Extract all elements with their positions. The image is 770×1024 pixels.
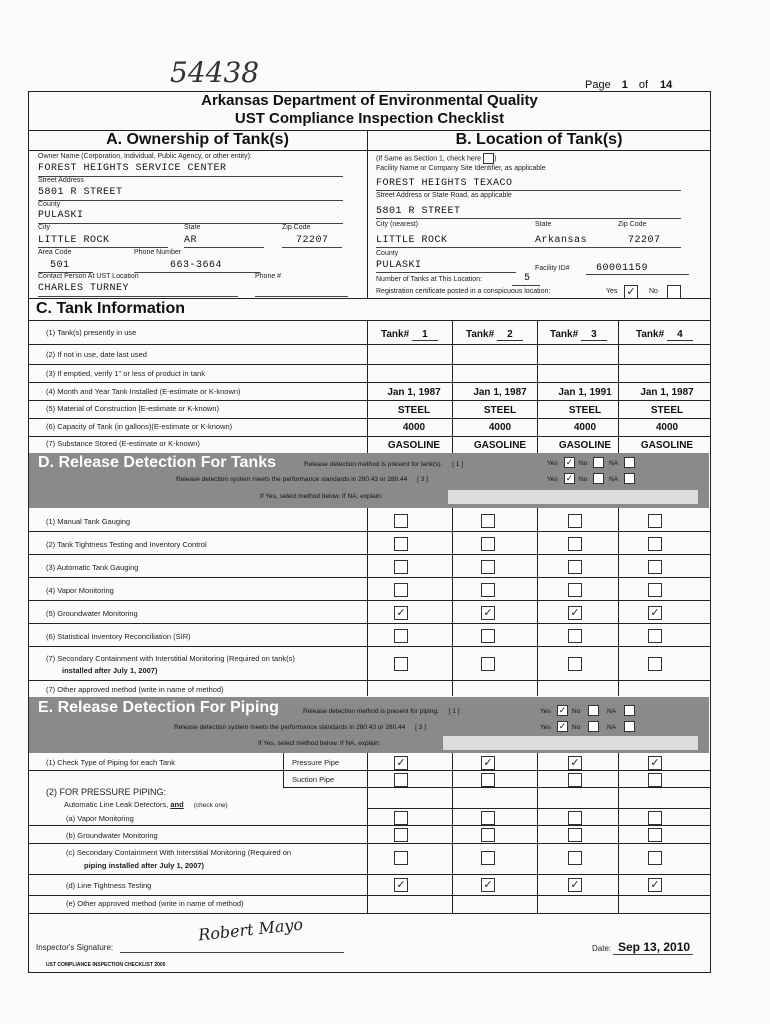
d-method-checkbox[interactable]	[648, 514, 662, 528]
date-value: Sep 13, 2010	[618, 940, 691, 954]
d-method-checkbox[interactable]	[394, 583, 408, 597]
underline	[376, 247, 681, 248]
divider	[367, 753, 368, 913]
tank-number: 2	[497, 329, 523, 341]
e-q1-label	[303, 708, 460, 715]
divider	[452, 320, 453, 454]
d-method-checkbox[interactable]	[481, 537, 495, 551]
e-q2-ref: [ 3 ]	[415, 724, 426, 731]
c-row-label: (3) If emptied, verify 1" or less of product in tank	[46, 369, 205, 378]
tank-installed: Jan 1, 1987	[640, 387, 694, 398]
divider	[28, 623, 710, 624]
d-q1-yes-label: Yes	[547, 460, 558, 467]
divider	[28, 895, 710, 896]
tank-word: Tank#	[381, 329, 410, 340]
d-method-checkbox[interactable]	[394, 537, 408, 551]
d-method-label: (7) Secondary Containment with Interstitial Monitoring (Required on tank(s)	[46, 654, 295, 663]
form-id: UST COMPLIANCE INSPECTION CHECKLIST 2005	[46, 962, 166, 968]
underline	[184, 247, 264, 248]
e-q1-no-checkbox[interactable]	[588, 705, 599, 716]
d-q1-no-checkbox[interactable]	[593, 457, 604, 468]
d-q1-no-label: No	[579, 460, 588, 467]
b-street-value: 5801 R STREET	[376, 206, 461, 217]
e-method-checkbox[interactable]: ✓	[648, 878, 662, 892]
a-state-value: AR	[184, 235, 198, 246]
b-zip-label: Zip Code	[618, 221, 647, 228]
tank-number: 1	[412, 329, 438, 341]
e-pressure-sub-text: Automatic Line Leak Detectors,	[64, 800, 169, 809]
e-suction-checkbox[interactable]	[394, 773, 408, 787]
divider	[28, 770, 710, 771]
tank-installed: Jan 1, 1987	[387, 387, 441, 398]
underline	[38, 296, 238, 297]
a-city-label: City	[38, 224, 51, 231]
a-zip-value: 72207	[296, 235, 329, 246]
d-method-checkbox[interactable]	[394, 657, 408, 671]
tank-word: Tank#	[466, 329, 495, 340]
e-pressure-checkbox[interactable]: ✓	[481, 756, 495, 770]
tank-substance: GASOLINE	[640, 440, 694, 451]
divider	[28, 600, 710, 601]
d-method-label: (1) Manual Tank Gauging	[46, 517, 131, 526]
d-q2-na-label: NA	[609, 476, 619, 483]
a-phone-value: 663-3664	[170, 260, 223, 271]
e-q2-label	[174, 724, 426, 731]
of-word: of	[638, 79, 649, 91]
b-facility-label: Facility Name or Company Site Identifier, as applicable	[376, 165, 546, 172]
divider	[452, 753, 453, 913]
b-county-label: County	[376, 250, 399, 257]
divider	[28, 874, 710, 875]
e-q2-no-label: No	[572, 724, 581, 731]
d-method-checkbox[interactable]	[568, 657, 582, 671]
e-pressure-label: Pressure Pipe	[292, 758, 340, 767]
a-county-label: County	[38, 201, 61, 208]
d-method-checkbox[interactable]	[648, 583, 662, 597]
d-method-checkbox[interactable]	[648, 629, 662, 643]
d-q2-no-label: No	[579, 476, 588, 483]
divider	[28, 843, 710, 844]
a-state-label: State	[184, 224, 201, 231]
d-method-checkbox[interactable]	[394, 560, 408, 574]
d-q1-yes-checkbox[interactable]: ✓	[565, 457, 574, 467]
d-method-checkbox[interactable]	[648, 537, 662, 551]
tank-material: STEEL	[483, 405, 517, 416]
underline	[376, 272, 516, 273]
divider	[28, 913, 710, 914]
divider	[537, 320, 538, 454]
b-zip-value: 72207	[628, 235, 661, 246]
divider	[283, 787, 710, 788]
divider	[537, 508, 538, 696]
tank-capacity: 4000	[573, 422, 597, 433]
d-q2-yes-label: Yes	[547, 476, 558, 483]
e-suction-checkbox[interactable]	[648, 773, 662, 787]
tank-word: Tank#	[550, 329, 579, 340]
d-method-checkbox[interactable]	[394, 629, 408, 643]
divider	[537, 753, 538, 913]
tank-word: Tank#	[636, 329, 665, 340]
divider	[452, 508, 453, 696]
a-phone-label: Phone Number	[134, 249, 182, 256]
underline	[134, 272, 260, 273]
e-q2-text: Release detection system meets the performance standards in 280.43 or 280.44	[174, 724, 406, 731]
title-line-1: Arkansas Department of Environmental Quality	[201, 92, 538, 109]
e-pressure-heading: (2) FOR PRESSURE PIPING:	[46, 787, 167, 797]
divider	[28, 320, 710, 321]
divider	[367, 130, 368, 298]
e-method-checkbox[interactable]	[481, 828, 495, 842]
e-method-label: (a) Vapor Monitoring	[66, 814, 134, 823]
c-row-label: (4) Month and Year Tank Installed (E-estimate or K-known)	[46, 387, 241, 396]
b-state-label: State	[535, 221, 552, 228]
e-pressure-sub	[64, 800, 228, 809]
e-q2-na-label: NA	[607, 724, 617, 731]
a-city-value: LITTLE ROCK	[38, 235, 110, 246]
section-a-title: A. Ownership of Tank(s)	[106, 131, 289, 148]
a-contact-label: Contact Person At UST Location	[38, 273, 139, 280]
d-method-checkbox[interactable]: ✓	[394, 606, 408, 620]
a-contact-value: CHARLES TURNEY	[38, 283, 130, 294]
b-facility-id-value: 60001159	[596, 263, 649, 274]
tank-header	[381, 329, 438, 341]
d-method-checkbox[interactable]	[481, 514, 495, 528]
d-other-label: (7) Other approved method (write in name of method)	[46, 685, 224, 694]
d-q2-no-checkbox[interactable]	[593, 473, 604, 484]
e-q2-na-checkbox[interactable]	[624, 721, 635, 732]
d-method-label: (3) Automatic Tank Gauging	[46, 563, 139, 572]
a-zip-label: Zip Code	[282, 224, 311, 231]
e-method-checkbox[interactable]	[481, 811, 495, 825]
b-county-value: PULASKI	[376, 260, 422, 271]
d-q2-ref: [ 3 ]	[417, 476, 428, 483]
b-reg-no-checkbox[interactable]	[667, 285, 681, 299]
e-q1-na-label: NA	[607, 708, 617, 715]
d-method-checkbox[interactable]	[481, 657, 495, 671]
d-method-label: (4) Vapor Monitoring	[46, 586, 114, 595]
e-and-word: and	[170, 800, 184, 809]
tank-substance: GASOLINE	[473, 440, 527, 451]
handwritten-number: 54438	[170, 56, 260, 89]
e-method-checkbox[interactable]	[481, 851, 495, 865]
tank-substance: GASOLINE	[558, 440, 612, 451]
e-q1-text: Release detection method is present for piping.	[303, 708, 439, 715]
d-method-checkbox[interactable]	[481, 560, 495, 574]
divider	[28, 531, 710, 532]
divider	[28, 436, 710, 437]
divider	[28, 150, 710, 151]
e-method-checkbox[interactable]	[568, 811, 582, 825]
divider	[28, 364, 710, 365]
e-q2-no-checkbox[interactable]	[588, 721, 599, 732]
c-row-label: (1) Tank(s) presently in use	[46, 328, 137, 337]
e-method-checkbox[interactable]	[394, 828, 408, 842]
d-explain-input[interactable]	[448, 490, 698, 504]
e-method-checkbox[interactable]	[394, 851, 408, 865]
title-line-2: UST Compliance Inspection Checklist	[234, 110, 505, 127]
e-method-checkbox[interactable]	[568, 828, 582, 842]
divider	[28, 344, 710, 345]
d-method-checkbox[interactable]	[568, 629, 582, 643]
b-facility-id-label: Facility ID#	[535, 265, 570, 272]
page-total: 14	[651, 79, 681, 92]
underline	[282, 247, 342, 248]
divider	[367, 320, 368, 454]
tank-header	[636, 329, 693, 341]
tank-number: 4	[667, 329, 693, 341]
a-area-label: Area Code	[38, 249, 72, 256]
a-area-value: 501	[50, 260, 70, 271]
tank-substance: GASOLINE	[387, 440, 441, 451]
e-suction-checkbox[interactable]	[568, 773, 582, 787]
owner-value: FOREST HEIGHTS SERVICE CENTER	[38, 163, 227, 174]
a-street-label: Street Address	[38, 177, 84, 184]
divider	[28, 382, 710, 383]
underline	[586, 274, 689, 275]
tank-header	[466, 329, 523, 341]
underline	[376, 218, 681, 219]
e-pressure-checkbox[interactable]: ✓	[394, 756, 408, 770]
tank-capacity: 4000	[655, 422, 679, 433]
a-county-value: PULASKI	[38, 210, 84, 221]
owner-label: Owner Name (Corporation, Individual, Public Agency, or other entity):	[38, 153, 252, 160]
section-b-title: B. Location of Tank(s)	[455, 131, 623, 148]
d-q2-na-checkbox[interactable]	[624, 473, 635, 484]
d-method-label: (2) Tank Tightness Testing and Inventory Control	[46, 540, 207, 549]
tank-material: STEEL	[568, 405, 602, 416]
divider	[28, 554, 710, 555]
e-method-checkbox[interactable]: ✓	[568, 878, 582, 892]
tank-capacity: 4000	[402, 422, 426, 433]
d-explain-label: If Yes, select method below. If NA, explain:	[260, 493, 383, 500]
c-row-label: (6) Capacity of Tank (in gallons)(E-estimate or K-known)	[46, 422, 233, 431]
b-reg-yes-checkbox[interactable]: ✓	[624, 285, 638, 299]
e-check-type-label: (1) Check Type of Piping for each Tank	[46, 758, 175, 767]
d-method-checkbox[interactable]	[481, 629, 495, 643]
d-q1-na-label: NA	[609, 460, 619, 467]
divider	[28, 646, 710, 647]
d-method-checkbox[interactable]	[568, 537, 582, 551]
divider	[28, 825, 710, 826]
sig-label: Inspector's Signature:	[36, 943, 114, 952]
d-method-checkbox[interactable]	[568, 583, 582, 597]
d-q2-yes-checkbox[interactable]: ✓	[565, 473, 574, 483]
divider	[28, 298, 710, 299]
e-q2-yes-label: Yes	[540, 724, 551, 731]
underline	[38, 247, 168, 248]
e-q2-yes-checkbox[interactable]: ✓	[558, 721, 567, 731]
divider	[28, 400, 710, 401]
e-suction-checkbox[interactable]	[481, 773, 495, 787]
underline	[38, 200, 343, 201]
e-q1-na-checkbox[interactable]	[624, 705, 635, 716]
e-explain-input[interactable]	[443, 736, 698, 750]
b-facility-value: FOREST HEIGHTS TEXACO	[376, 178, 513, 189]
d-q1-text: Release detection method is present for tank(s).	[304, 461, 443, 468]
d-method-label: (6) Statistical Inventory Reconciliation (SIR)	[46, 632, 191, 641]
tank-installed: Jan 1, 1987	[473, 387, 527, 398]
e-method-checkbox[interactable]	[648, 828, 662, 842]
e-method-label: (b) Groundwater Monitoring	[66, 831, 158, 840]
d-q1-label	[304, 461, 463, 468]
e-q1-yes-label: Yes	[540, 708, 551, 715]
underline	[376, 190, 681, 191]
section-c-title: C. Tank Information	[36, 300, 186, 317]
e-pressure-checkbox[interactable]: ✓	[648, 756, 662, 770]
divider	[28, 418, 710, 419]
d-method-checkbox[interactable]: ✓	[568, 606, 582, 620]
e-q1-no-label: No	[572, 708, 581, 715]
divider	[618, 508, 619, 696]
b-tanks-label: Number of Tanks at This Location:	[376, 276, 482, 283]
d-q1-na-checkbox[interactable]	[624, 457, 635, 468]
e-explain-label: If Yes, select method below. If NA, explain:	[258, 740, 381, 747]
divider	[28, 680, 710, 681]
b-reg-label: Registration certificate posted in a conspicuous location:	[376, 288, 551, 295]
date-line	[613, 954, 693, 955]
a-phone2-label: Phone #	[255, 273, 282, 280]
divider	[618, 753, 619, 913]
e-pressure-checkbox[interactable]: ✓	[568, 756, 582, 770]
d-method-checkbox[interactable]	[648, 657, 662, 671]
e-method-label: (d) Line Tightness Testing	[66, 881, 152, 890]
b-state-value: Arkansas	[535, 235, 588, 246]
signature-line	[120, 952, 344, 953]
tank-number: 3	[581, 329, 607, 341]
d-q2-label	[176, 476, 428, 483]
b-same-checkbox[interactable]	[483, 153, 494, 164]
page-number: 1	[614, 79, 636, 92]
d-method-checkbox[interactable]	[481, 583, 495, 597]
b-tanks-value: 5	[524, 273, 531, 284]
tank-material: STEEL	[650, 405, 684, 416]
tank-capacity: 4000	[488, 422, 512, 433]
b-reg-yes-label: Yes	[606, 288, 618, 295]
e-method-checkbox[interactable]	[568, 851, 582, 865]
d-method-checkbox[interactable]: ✓	[481, 606, 495, 620]
date-label: Date:	[592, 944, 612, 953]
signature: Robert Mayo	[197, 914, 304, 945]
section-e-title: E. Release Detection For Piping	[38, 699, 279, 716]
c-row-label: (5) Material of Construction [E-estimate or K-known)	[46, 404, 219, 413]
d-method-checkbox[interactable]: ✓	[648, 606, 662, 620]
b-same-label: (If Same as Section 1, check here )	[376, 153, 496, 164]
divider	[367, 508, 368, 696]
tank-material: STEEL	[397, 405, 431, 416]
d-method-label-cont: installed after July 1, 2007)	[62, 666, 158, 675]
b-same-text: (If Same as Section 1, check here	[376, 155, 482, 163]
d-q1-ref: [ 1 ]	[452, 461, 464, 468]
d-method-checkbox[interactable]	[648, 560, 662, 574]
page-word: Page	[585, 79, 611, 91]
e-check-one: (check one)	[193, 802, 228, 809]
e-q1-ref: [ 1 ]	[448, 708, 460, 715]
section-d-title: D. Release Detection For Tanks	[38, 454, 276, 471]
e-method-label: (c) Secondary Containment With Interstitial Monitoring (Required on	[66, 848, 292, 857]
e-other-label: (e) Other approved method (write in name of method)	[66, 899, 244, 908]
b-city-value: LITTLE ROCK	[376, 235, 448, 246]
c-row-label: (7) Substance Stored (E-estimate or K-known)	[46, 439, 200, 448]
d-method-checkbox[interactable]	[568, 560, 582, 574]
d-method-checkbox[interactable]	[394, 514, 408, 528]
b-street-label: Street Address or State Road, as applicable	[376, 192, 512, 199]
e-method-checkbox[interactable]: ✓	[394, 878, 408, 892]
b-reg-no-label: No	[649, 288, 658, 295]
divider	[367, 808, 710, 809]
e-q1-yes-checkbox[interactable]: ✓	[558, 705, 567, 715]
d-q2-text: Release detection system meets the performance standards in 280.43 or 280.44	[176, 476, 408, 483]
d-method-checkbox[interactable]	[568, 514, 582, 528]
e-method-label-cont: piping installed after July 1, 2007)	[84, 861, 205, 870]
tank-header	[550, 329, 607, 341]
tank-installed: Jan 1, 1991	[558, 387, 612, 398]
b-city-label: City (nearest)	[376, 221, 419, 228]
d-method-label: (5) Groundwater Monitoring	[46, 609, 138, 618]
divider	[28, 577, 710, 578]
c-row-label: (2) If not in use, date last used	[46, 350, 147, 359]
a-street-value: 5801 R STREET	[38, 187, 123, 198]
e-method-checkbox[interactable]	[648, 851, 662, 865]
e-method-checkbox[interactable]: ✓	[481, 878, 495, 892]
underline	[255, 296, 348, 297]
e-suction-label: Suction Pipe	[292, 775, 335, 784]
e-method-checkbox[interactable]	[394, 811, 408, 825]
e-method-checkbox[interactable]	[648, 811, 662, 825]
underline	[512, 285, 540, 286]
